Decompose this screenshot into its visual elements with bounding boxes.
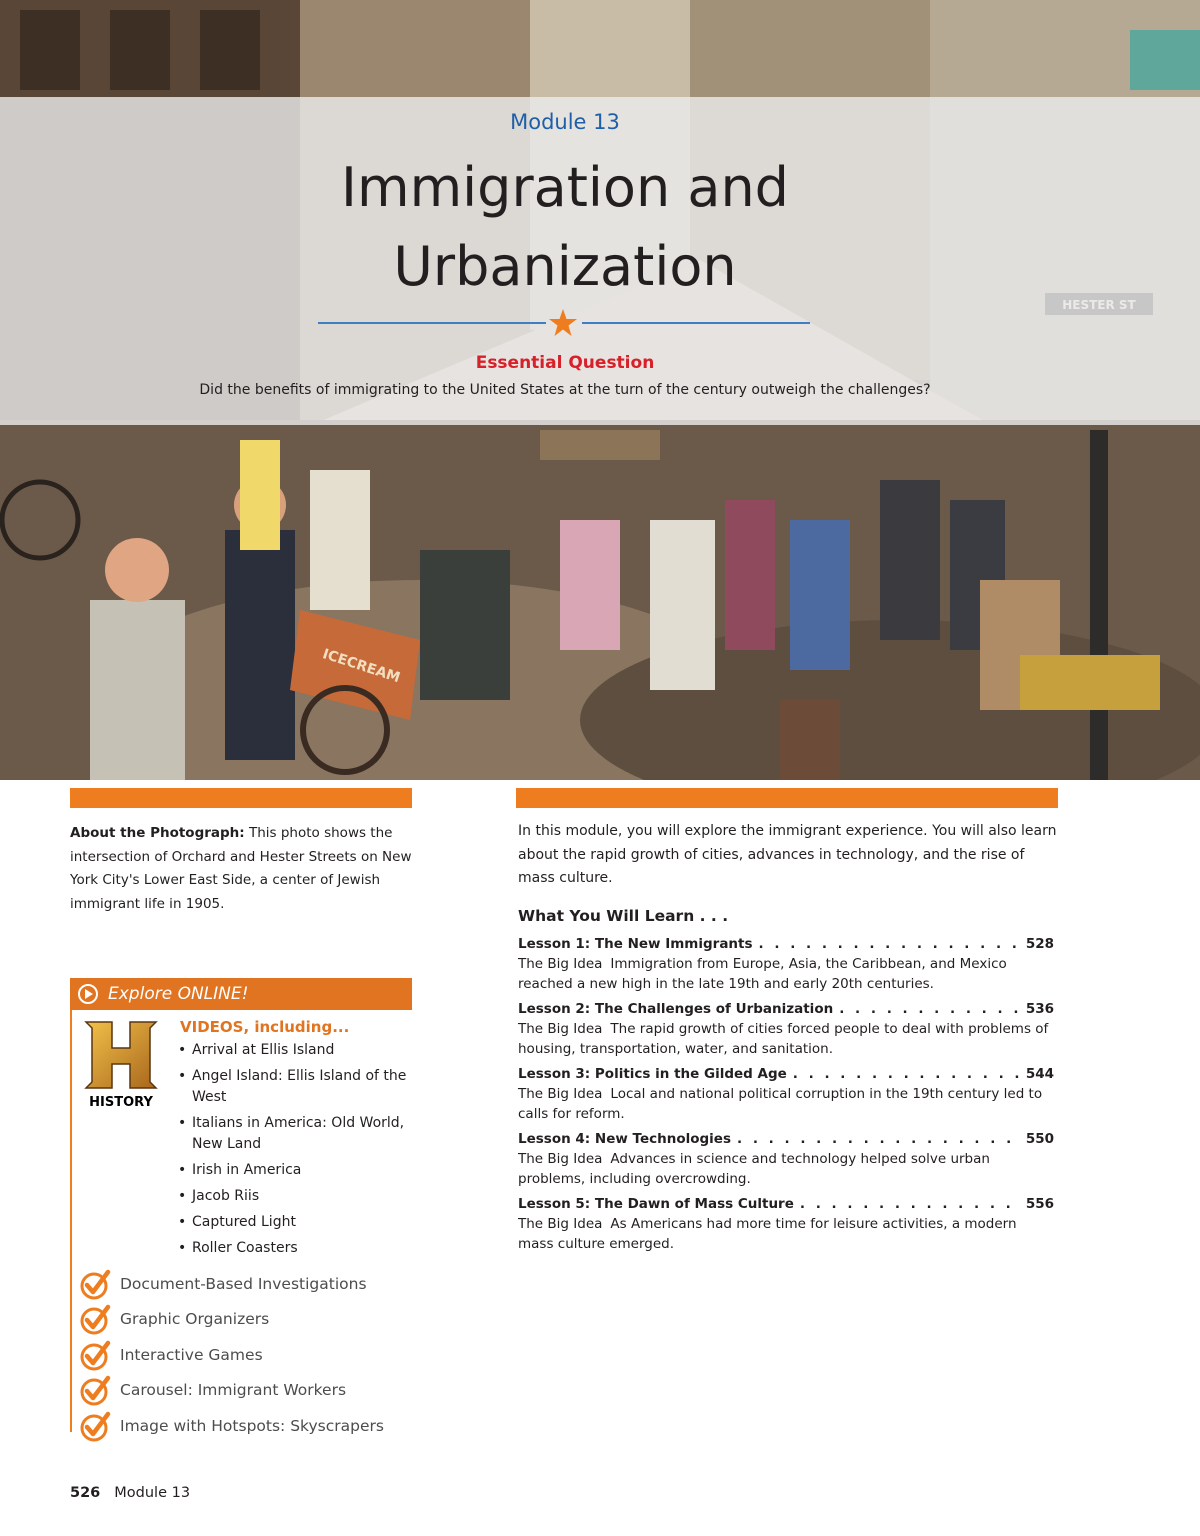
resource-label: Image with Hotspots: Skyscrapers — [120, 1416, 384, 1435]
page-folio — [70, 1485, 190, 1501]
page-title — [0, 148, 1130, 306]
lesson-entry — [518, 934, 1054, 994]
big-idea-label: The Big Idea — [518, 1216, 603, 1232]
lesson-title[interactable]: Lesson 2: The Challenges of Urbanization — [518, 1001, 834, 1017]
resource-label: Graphic Organizers — [120, 1310, 270, 1329]
page-number: 526 — [70, 1485, 101, 1501]
video-item[interactable]: • Roller Coasters — [178, 1238, 418, 1259]
resource-item[interactable] — [80, 1266, 384, 1302]
lesson-entry — [518, 1129, 1054, 1189]
resource-item[interactable] — [80, 1302, 384, 1338]
videos-list — [178, 1040, 418, 1264]
module-label: Module 13 — [510, 110, 620, 134]
lesson-title[interactable]: Lesson 1: The New Immigrants — [518, 936, 753, 952]
lesson-page: 556 — [1025, 1196, 1054, 1212]
explore-online-bar[interactable] — [70, 978, 412, 1010]
resource-item[interactable] — [80, 1408, 384, 1444]
title-rule-right — [582, 322, 810, 324]
star-icon — [548, 308, 578, 338]
about-photograph — [70, 822, 415, 916]
resource-label: Carousel: Immigrant Workers — [120, 1381, 347, 1400]
big-idea-label: The Big Idea — [518, 956, 603, 972]
videos-heading: VIDEOS, including... — [180, 1018, 350, 1036]
cart-sign-text: ICECREAM — [320, 646, 402, 687]
about-label: About the Photograph: — [70, 825, 245, 841]
checkmark-icon — [80, 1303, 112, 1335]
intro-orange-bar — [516, 788, 1058, 808]
folio-module-label: Module 13 — [114, 1485, 191, 1501]
leader-dots — [800, 1194, 1020, 1214]
title-rule-left — [318, 322, 546, 324]
big-idea-label: The Big Idea — [518, 1086, 603, 1102]
lesson-page: 528 — [1025, 936, 1054, 952]
page-title-line-1: Immigration and — [341, 156, 789, 219]
lesson-title[interactable]: Lesson 5: The Dawn of Mass Culture — [518, 1196, 794, 1212]
video-item[interactable]: • Angel Island: Ellis Island of the West — [178, 1066, 418, 1108]
essential-question-text: Did the benefits of immigrating to the United States at the turn of the century outweigh the challenges? — [199, 382, 931, 398]
about-text: This photo shows the intersection of Orchard and Hester Streets on New York City's Lower East Side, a center of Jewish immigrant life in 1905. — [70, 825, 412, 912]
lesson-entry — [518, 999, 1054, 1059]
big-idea-text: The rapid growth of cities forced people to deal with problems of housing, transportation, water, and sanitation. — [518, 1021, 1049, 1057]
checkmark-icon — [80, 1410, 112, 1442]
big-idea-label: The Big Idea — [518, 1151, 603, 1167]
checkmark-icon — [80, 1268, 112, 1300]
lesson-list — [518, 934, 1054, 1259]
video-item[interactable]: • Irish in America — [178, 1160, 418, 1181]
explore-online-label: Explore ONLINE! — [108, 984, 249, 1004]
big-idea-text: Immigration from Europe, Asia, the Caribbean, and Mexico reached a new high in the late 19th and early 20th centuries. — [518, 956, 1007, 992]
resource-label: Document-Based Investigations — [120, 1274, 367, 1293]
history-logo-text: HISTORY — [89, 1095, 153, 1110]
about-orange-bar — [70, 788, 412, 808]
lesson-page: 544 — [1025, 1066, 1054, 1082]
leader-dots — [839, 999, 1020, 1019]
essential-question-heading: Essential Question — [475, 353, 655, 373]
resource-label: Interactive Games — [120, 1345, 263, 1364]
big-idea-text: Advances in science and technology helped solve urban problems, including overcrowding. — [518, 1151, 990, 1187]
module-intro: In this module, you will explore the immigrant experience. You will also learn about the rapid growth of cities, advances in technology, and the rise of mass culture. — [518, 823, 1057, 886]
lesson-entry — [518, 1194, 1054, 1254]
lesson-page: 536 — [1025, 1001, 1054, 1017]
lesson-entry — [518, 1064, 1054, 1124]
video-item[interactable]: • Jacob Riis — [178, 1186, 418, 1207]
big-idea-text: Local and national political corruption in the 19th century led to calls for reform. — [518, 1086, 1043, 1122]
resource-list — [80, 1266, 384, 1444]
play-icon — [78, 984, 98, 1004]
video-item[interactable]: • Captured Light — [178, 1212, 418, 1233]
lesson-title[interactable]: Lesson 4: New Technologies — [518, 1131, 731, 1147]
leader-dots — [759, 934, 1020, 954]
leader-dots — [793, 1064, 1020, 1084]
leader-dots — [737, 1129, 1020, 1149]
what-you-will-learn-heading: What You Will Learn . . . — [518, 907, 729, 925]
explore-side-rule — [70, 1010, 72, 1432]
video-item[interactable]: • Arrival at Ellis Island — [178, 1040, 418, 1061]
big-idea-text: As Americans had more time for leisure activities, a modern mass culture emerged. — [518, 1216, 1017, 1252]
resource-item[interactable] — [80, 1373, 384, 1409]
history-logo-icon[interactable] — [82, 1020, 160, 1112]
checkmark-icon — [80, 1374, 112, 1406]
lesson-title[interactable]: Lesson 3: Politics in the Gilded Age — [518, 1066, 787, 1082]
lesson-page: 550 — [1025, 1131, 1054, 1147]
video-item[interactable]: • Italians in America: Old World, New Land — [178, 1113, 418, 1155]
checkmark-icon — [80, 1339, 112, 1371]
resource-item[interactable] — [80, 1337, 384, 1373]
big-idea-label: The Big Idea — [518, 1021, 603, 1037]
page-title-line-2: Urbanization — [393, 235, 737, 298]
